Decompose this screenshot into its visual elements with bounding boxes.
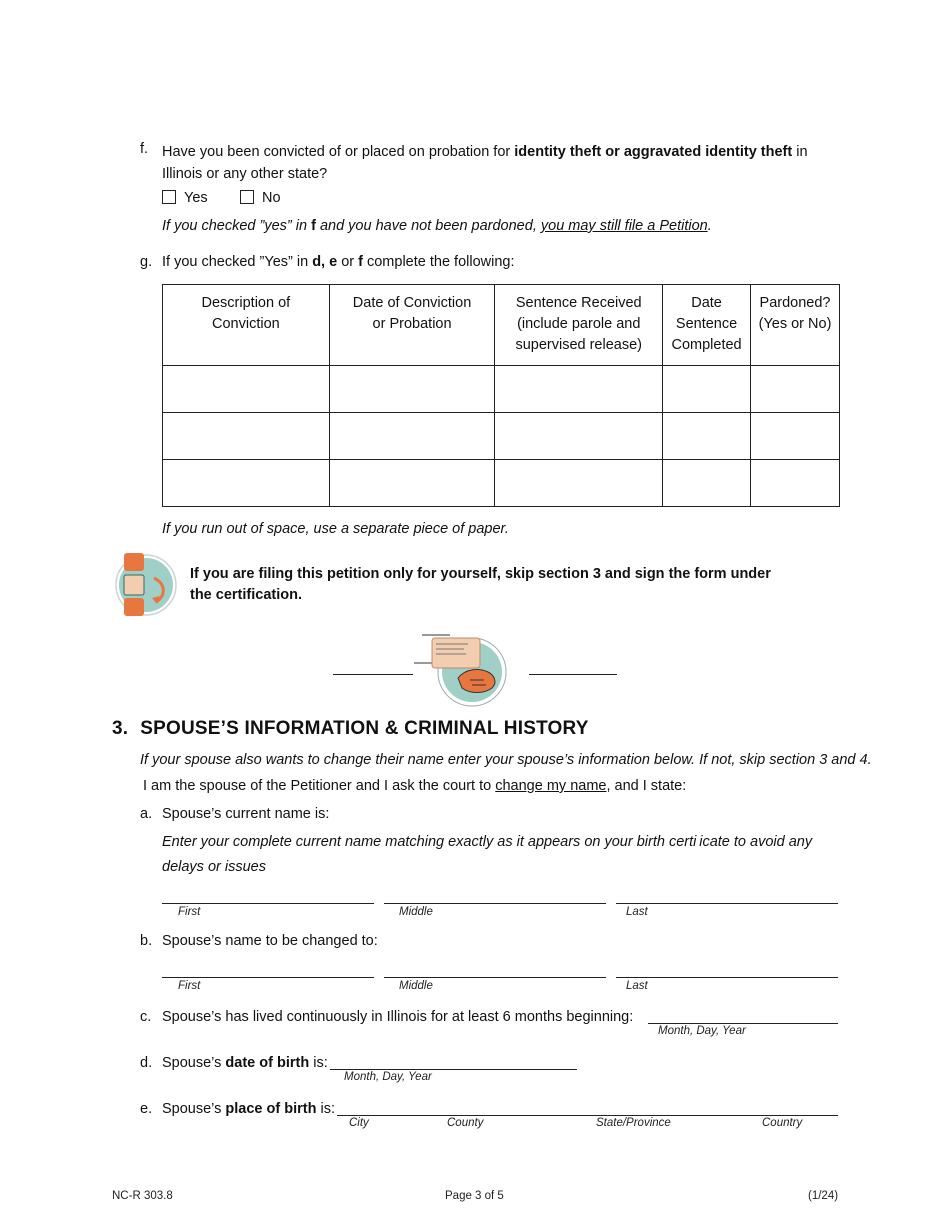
question-g-letter: g. bbox=[140, 254, 153, 270]
table-row bbox=[163, 460, 840, 507]
skip-section-icon bbox=[108, 550, 180, 620]
question-g-text: If you checked ”Yes” in d, e or f complete the following: bbox=[162, 254, 515, 270]
table-cell[interactable] bbox=[163, 366, 330, 413]
table-cell[interactable] bbox=[163, 413, 330, 460]
place-city-caption: City bbox=[349, 1117, 369, 1129]
table-cell[interactable] bbox=[751, 460, 840, 507]
yes-checkbox[interactable] bbox=[162, 190, 176, 204]
table-cell[interactable] bbox=[663, 366, 751, 413]
section-3-title: 3. SPOUSE’S INFORMATION & CRIMINAL HISTORY bbox=[112, 718, 589, 739]
place-state-caption: State/Province bbox=[596, 1117, 671, 1129]
item-d-letter: d. bbox=[140, 1055, 153, 1071]
item-c-letter: c. bbox=[140, 1009, 152, 1025]
item-b-label: Spouse’s name to be changed to: bbox=[162, 933, 378, 949]
no-checkbox[interactable] bbox=[240, 190, 254, 204]
table-header-row bbox=[163, 285, 840, 366]
skip-section-note: If you are filing this petition only for yourself, skip section 3 and sign the form under the certification. bbox=[190, 566, 771, 603]
current-middle-caption: Middle bbox=[399, 906, 433, 918]
footer-form-id: NC-R 303.8 bbox=[112, 1190, 173, 1202]
new-first-caption: First bbox=[178, 980, 201, 992]
question-f-letter: f. bbox=[140, 141, 149, 157]
header-pardoned: Pardoned? (Yes or No) bbox=[751, 285, 840, 366]
table-row bbox=[163, 366, 840, 413]
place-country-caption: Country bbox=[762, 1117, 803, 1129]
new-last-caption: Last bbox=[626, 980, 648, 992]
current-last-caption: Last bbox=[626, 906, 648, 918]
table-row bbox=[163, 413, 840, 460]
item-e-letter: e. bbox=[140, 1101, 153, 1117]
section-3-intro: If your spouse also wants to change their name enter your spouse’s information below. If not, skip section 3 and 4. bbox=[140, 752, 872, 768]
table-cell[interactable] bbox=[663, 413, 751, 460]
question-f-note: If you checked ”yes” in f and you have not been pardoned, you may still file a Petition. bbox=[162, 218, 712, 234]
place-of-birth-field[interactable] bbox=[337, 1115, 838, 1116]
question-f-no-option[interactable]: No bbox=[240, 190, 281, 206]
header-date-completed: Date Sentence Completed bbox=[663, 285, 751, 366]
section-3-statement: I am the spouse of the Petitioner and I ask the court to change my name, and I state: bbox=[143, 778, 687, 794]
divider-line-left bbox=[333, 674, 413, 675]
item-b-letter: b. bbox=[140, 933, 153, 949]
current-first-name-field[interactable] bbox=[162, 903, 374, 904]
question-f-text: Have you been convicted of or placed on probation for identity theft or aggravated identity theft in Illinois or any other state? bbox=[162, 144, 808, 182]
place-county-caption: County bbox=[447, 1117, 484, 1129]
conviction-history-table bbox=[162, 284, 840, 507]
hand-document-icon bbox=[414, 632, 518, 708]
date-of-birth-caption: Month, Day, Year bbox=[344, 1071, 432, 1083]
table-cell[interactable] bbox=[495, 413, 663, 460]
table-cell[interactable] bbox=[751, 366, 840, 413]
current-middle-name-field[interactable] bbox=[384, 903, 606, 904]
item-e-label: Spouse’s place of birth is: bbox=[162, 1101, 335, 1117]
new-last-name-field[interactable] bbox=[616, 977, 838, 978]
header-date-conviction: Date of Conviction or Probation bbox=[329, 285, 495, 366]
footer-version: (1/24) bbox=[808, 1190, 839, 1202]
new-middle-caption: Middle bbox=[399, 980, 433, 992]
table-cell[interactable] bbox=[329, 413, 495, 460]
table-cell[interactable] bbox=[329, 460, 495, 507]
space-note: If you run out of space, use a separate piece of paper. bbox=[162, 521, 509, 537]
new-middle-name-field[interactable] bbox=[384, 977, 606, 978]
table-cell[interactable] bbox=[663, 460, 751, 507]
table-cell[interactable] bbox=[495, 460, 663, 507]
item-a-hint: Enter your complete current name matching exactly as it appears on your birth certi icate to avoid any delays or issues bbox=[162, 834, 813, 875]
header-sentence-received: Sentence Received (include parole and supervised release) bbox=[495, 285, 663, 366]
item-c-label: Spouse’s has lived continuously in Illinois for at least 6 months beginning: bbox=[162, 1009, 634, 1025]
item-a-label: Spouse’s current name is: bbox=[162, 806, 330, 822]
item-d-label: Spouse’s date of birth is: bbox=[162, 1055, 328, 1071]
divider-line-right bbox=[529, 674, 617, 675]
date-of-birth-field[interactable] bbox=[330, 1069, 577, 1070]
current-last-name-field[interactable] bbox=[616, 903, 838, 904]
footer-page-number: Page 3 of 5 bbox=[445, 1190, 504, 1202]
item-a-letter: a. bbox=[140, 806, 153, 822]
table-cell[interactable] bbox=[751, 413, 840, 460]
table-cell[interactable] bbox=[163, 460, 330, 507]
table-cell[interactable] bbox=[495, 366, 663, 413]
current-first-caption: First bbox=[178, 906, 201, 918]
question-f-yes-option[interactable]: Yes bbox=[162, 190, 208, 206]
header-description: Description of Conviction bbox=[163, 285, 330, 366]
residency-date-caption: Month, Day, Year bbox=[658, 1025, 746, 1037]
table-cell[interactable] bbox=[329, 366, 495, 413]
residency-date-field[interactable] bbox=[648, 1023, 838, 1024]
new-first-name-field[interactable] bbox=[162, 977, 374, 978]
